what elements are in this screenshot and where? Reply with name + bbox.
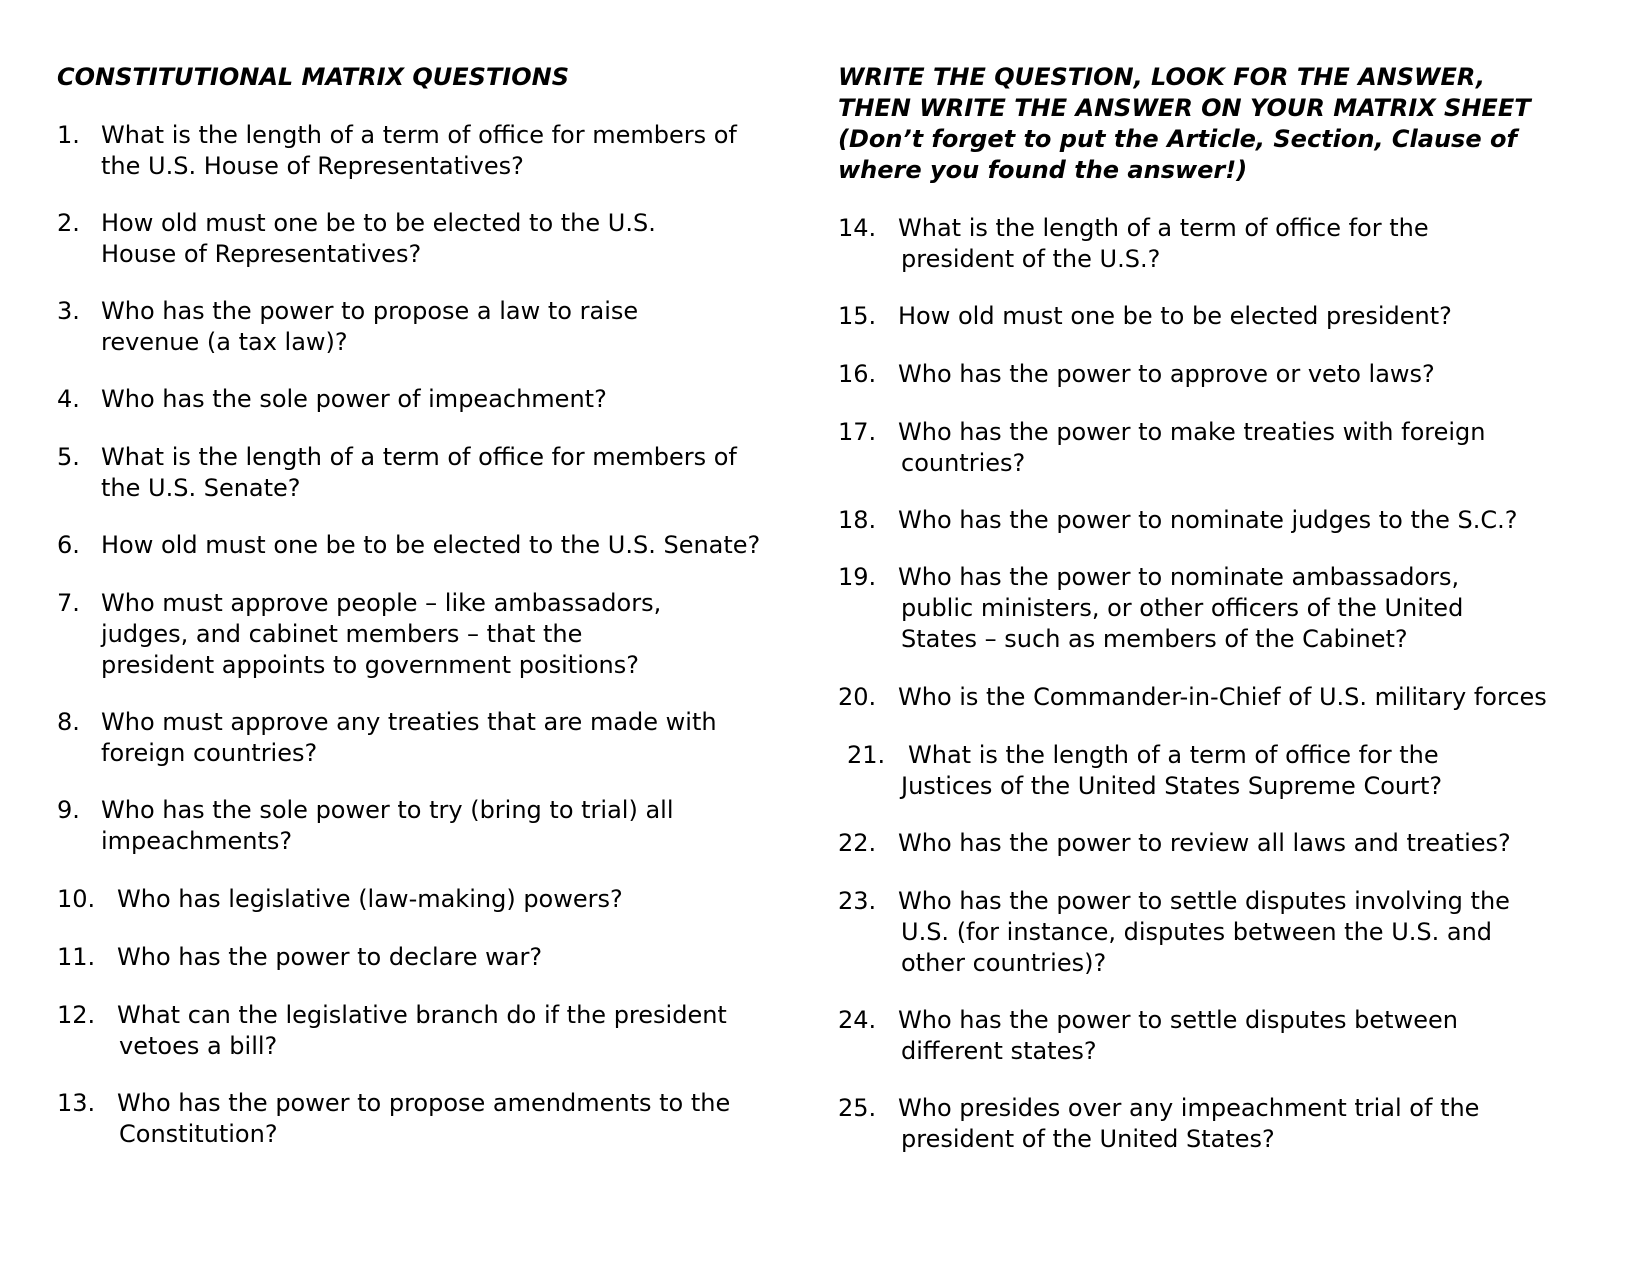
question-text: countries?: [901, 449, 1026, 477]
question-text: Who must approve people – like ambassadors,: [101, 589, 662, 617]
question-text: What is the length of a term of office for members of: [101, 121, 737, 149]
question-number: 21.: [847, 741, 886, 769]
question-text: What can the legislative branch do if the president: [117, 1001, 727, 1029]
question-text: Who has the power to settle disputes involving the: [898, 887, 1510, 915]
question-6: [57, 530, 827, 561]
question-text: Who has the power to settle disputes between: [898, 1006, 1458, 1034]
instructions-line: WRITE THE QUESTION, LOOK FOR THE ANSWER,: [838, 63, 1485, 91]
question-21: [838, 740, 1578, 802]
question-text: president appoints to government positions?: [101, 651, 640, 679]
question-text: Who has the power to make treaties with foreign: [898, 418, 1486, 446]
question-number: 4.: [57, 385, 80, 413]
instructions-line: (Don’t forget to put the Article, Section, Clause of: [838, 125, 1517, 153]
question-19: [838, 562, 1578, 655]
question-25: [838, 1093, 1578, 1155]
question-10: [57, 884, 827, 915]
question-text: Who has the power to propose amendments to the: [117, 1089, 731, 1117]
worksheet-title: CONSTITUTIONAL MATRIX QUESTIONS: [57, 63, 570, 91]
question-number: 22.: [838, 829, 877, 857]
question-text: U.S. (for instance, disputes between the U.S. and: [901, 918, 1493, 946]
question-text: different states?: [901, 1037, 1097, 1065]
instructions-heading: [838, 62, 1578, 186]
question-20: [838, 682, 1578, 713]
question-number: 19.: [838, 563, 877, 591]
question-text: Who has the power to nominate judges to the S.C.?: [898, 506, 1518, 534]
question-23: [838, 886, 1578, 979]
question-number: 11.: [57, 943, 96, 971]
question-text: Who has the power to review all laws and treaties?: [898, 829, 1511, 857]
question-4: [57, 384, 827, 415]
left-column: [57, 62, 827, 1150]
question-text: judges, and cabinet members – that the: [101, 620, 583, 648]
question-2: [57, 208, 827, 270]
question-5: [57, 442, 827, 504]
question-number: 6.: [57, 531, 80, 559]
question-number: 5.: [57, 443, 80, 471]
question-number: 16.: [838, 360, 877, 388]
question-17: [838, 417, 1578, 479]
question-number: 10.: [57, 885, 96, 913]
question-1: [57, 120, 827, 182]
question-text: What is the length of a term of office for members of: [101, 443, 737, 471]
question-number: 18.: [838, 506, 877, 534]
question-text: What is the length of a term of office for the: [898, 214, 1429, 242]
question-text: Who is the Commander-in-Chief of U.S. military forces: [898, 683, 1547, 711]
question-number: 24.: [838, 1006, 877, 1034]
question-text: Who has the sole power to try (bring to trial) all: [101, 796, 674, 824]
question-number: 13.: [57, 1089, 96, 1117]
question-18: [838, 505, 1578, 536]
question-number: 2.: [57, 209, 80, 237]
question-number: 25.: [838, 1094, 877, 1122]
question-9: [57, 795, 827, 857]
question-number: 14.: [838, 214, 877, 242]
question-text: impeachments?: [101, 827, 293, 855]
question-14: [838, 213, 1578, 275]
question-text: president of the United States?: [901, 1125, 1275, 1153]
question-text: Who has the power to approve or veto laws?: [898, 360, 1435, 388]
question-text: Who has the power to propose a law to raise: [101, 297, 639, 325]
question-number: 8.: [57, 708, 80, 736]
question-number: 12.: [57, 1001, 96, 1029]
question-text: Who has the power to declare war?: [117, 943, 543, 971]
instructions-line: THEN WRITE THE ANSWER ON YOUR MATRIX SHEET: [838, 94, 1531, 122]
question-text: States – such as members of the Cabinet?: [901, 625, 1408, 653]
question-text: House of Representatives?: [101, 240, 422, 268]
question-text: Who has the power to nominate ambassadors,: [898, 563, 1460, 591]
question-22: [838, 828, 1578, 859]
question-7: [57, 588, 827, 681]
question-number: 7.: [57, 589, 80, 617]
question-text: public ministers, or other officers of the United: [901, 594, 1464, 622]
question-16: [838, 359, 1578, 390]
question-text: revenue (a tax law)?: [101, 328, 348, 356]
question-text: Who has the sole power of impeachment?: [101, 385, 607, 413]
question-text: vetoes a bill?: [119, 1032, 278, 1060]
question-list-right: [838, 213, 1578, 1155]
question-number: 9.: [57, 796, 80, 824]
question-text: the U.S. Senate?: [101, 474, 301, 502]
question-24: [838, 1005, 1578, 1067]
question-text: Who presides over any impeachment trial of the: [898, 1094, 1480, 1122]
question-text: How old must one be to be elected president?: [898, 302, 1452, 330]
instructions-line: where you found the answer!): [838, 156, 1248, 184]
question-text: president of the U.S.?: [901, 245, 1161, 273]
question-number: 1.: [57, 121, 80, 149]
question-text: How old must one be to be elected to the U.S. Senate?: [101, 531, 761, 559]
question-text: foreign countries?: [101, 739, 318, 767]
question-12: [57, 1000, 827, 1062]
question-3: [57, 296, 827, 358]
question-text: Who has legislative (law-making) powers?: [117, 885, 623, 913]
question-number: 15.: [838, 302, 877, 330]
question-text: Who must approve any treaties that are made with: [101, 708, 717, 736]
question-11: [57, 942, 827, 973]
question-number: 23.: [838, 887, 877, 915]
right-column: [838, 62, 1578, 1155]
question-number: 3.: [57, 297, 80, 325]
question-text: How old must one be to be elected to the U.S.: [101, 209, 656, 237]
question-13: [57, 1088, 827, 1150]
question-list-left: [57, 120, 827, 1150]
question-number: 20.: [838, 683, 877, 711]
question-text: other countries)?: [901, 949, 1107, 977]
question-text: Justices of the United States Supreme Court?: [901, 772, 1443, 800]
question-8: [57, 707, 827, 769]
question-15: [838, 301, 1578, 332]
question-text: Constitution?: [119, 1120, 278, 1148]
question-text: What is the length of a term of office for the: [908, 741, 1439, 769]
question-number: 17.: [838, 418, 877, 446]
question-text: the U.S. House of Representatives?: [101, 152, 524, 180]
